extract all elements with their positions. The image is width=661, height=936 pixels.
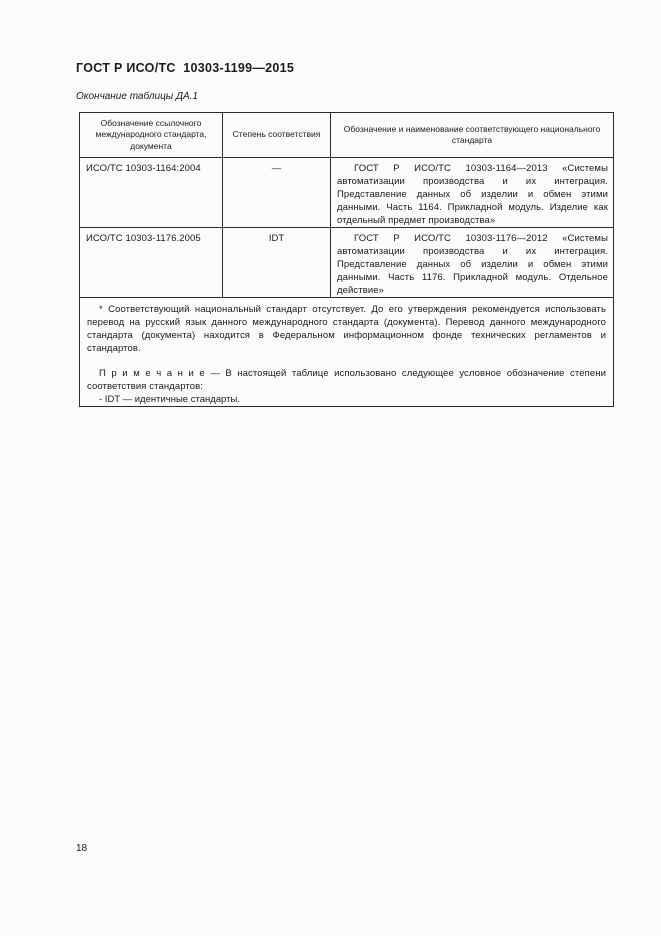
footnote-cell — [80, 298, 614, 407]
table-caption: Окончание таблицы ДА.1 — [76, 91, 198, 102]
table-row — [80, 158, 614, 228]
cell-reference-standard: ИСО/ТС 10303-1176.2005 — [80, 228, 223, 298]
header-row — [80, 113, 614, 158]
table-header — [80, 113, 614, 158]
footnote-row — [80, 298, 614, 407]
note-text: П р и м е ч а н и е — В настоящей таблице использовано следующее условное обозначение степени соответствия стандартов: — [87, 368, 606, 392]
cell-national-standard: ГОСТ Р ИСО/ТС 10303-1164—2013 «Системы автоматизации производства и их интеграция. Представление данных об изделии и обмен этими данными. Часть 1164. Прикладной модуль. Изделие как отдельный предмет производства» — [331, 158, 614, 228]
table-row — [80, 228, 614, 298]
column-header-degree-of-correspondence: Степень соответствия — [223, 113, 331, 158]
column-header-national-standard: Обозначение и наименование соответствующего национального стандарта — [331, 113, 614, 158]
standards-correspondence-table — [79, 112, 614, 407]
cell-national-standard: ГОСТ Р ИСО/ТС 10303-1176—2012 «Системы автоматизации производства и их интеграция. Представление данных об изделии и обмен этими данными. Часть 1176. Прикладной модуль. Отдельное действие» — [331, 228, 614, 298]
cell-degree-of-correspondence: — — [223, 158, 331, 228]
cell-reference-standard: ИСО/ТС 10303-1164:2004 — [80, 158, 223, 228]
page-number: 18 — [76, 843, 88, 854]
column-header-reference-standard: Обозначение ссылочного международного стандарта, документа — [80, 113, 223, 158]
table-body — [80, 158, 614, 407]
footnote-text: * Соответствующий национальный стандарт отсутствует. До его утверждения рекомендуется использовать перевод на русский язык данного международного стандарта (документа). Перевод данного международного стандарта (документа) находится в Федеральном информационном фонде технических регламентов и стандартов. — [87, 304, 606, 354]
note-item-idt: - IDT — идентичные стандарты. — [99, 394, 240, 405]
cell-degree-of-correspondence: IDT — [223, 228, 331, 298]
document-code-header: ГОСТ Р ИСО/ТС 10303-1199—2015 — [76, 61, 295, 75]
